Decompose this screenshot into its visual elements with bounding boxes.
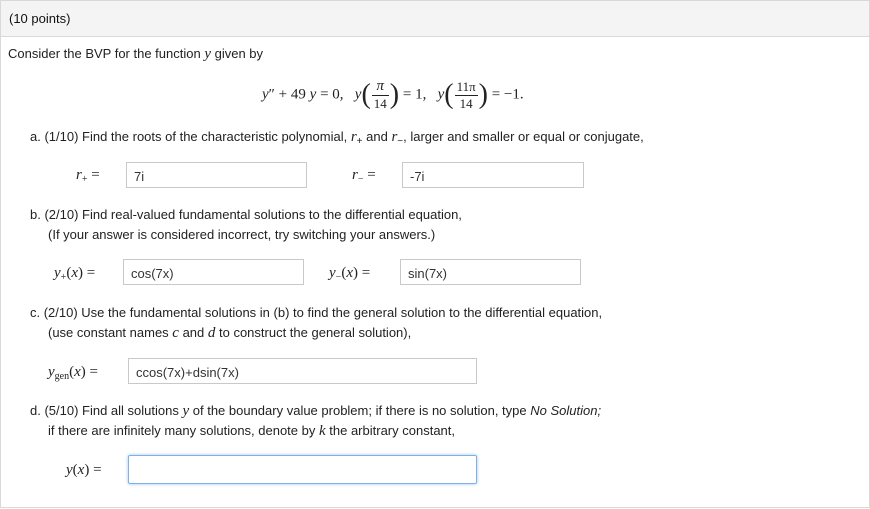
bc1-fraction — [372, 78, 389, 112]
part-a-text: a. (1/10) Find the roots of the characteristic polynomial, $r_+$ and $r_-$, larger and smaller or equal or conjugate, — [30, 129, 644, 147]
intro-text: Consider the BVP for the function y given by — [8, 46, 264, 62]
y-solution-label: y(x) = — [66, 462, 102, 478]
part-b-line2: (If your answer is considered incorrect, try switching your answers.) — [48, 227, 436, 242]
bc2-num: 11π — [456, 78, 476, 94]
points-label: (10 points) — [9, 11, 71, 26]
r-minus-input[interactable]: -7i — [402, 162, 584, 188]
question-header — [0, 0, 870, 37]
ygen-label: $y_{gen}(x)$ = — [48, 364, 99, 382]
part-c-line2: (use constant names c and d to construct the general solution), — [48, 325, 412, 341]
bc2-value: = −1. — [491, 86, 524, 103]
bc1-den: 14 — [373, 96, 387, 111]
y-minus-input[interactable]: sin(7x) — [400, 259, 581, 285]
r-minus-label: $r_-$ = — [352, 167, 376, 185]
y-minus-label: $y_-(x)$ = — [329, 265, 371, 283]
part-d-line2: if there are infinitely many solutions, denote by k the arbitrary constant, — [48, 423, 455, 439]
part-d-line1: d. (5/10) Find all solutions y of the boundary value problem; if there is no solution, type No Solution; — [30, 403, 602, 419]
bc2-den: 14 — [459, 95, 473, 111]
bc1-num: π — [372, 78, 389, 96]
part-b-line1: b. (2/10) Find real-valued fundamental solutions to the differential equation, — [30, 207, 462, 222]
r-plus-label: $r_+$ = — [76, 167, 100, 185]
y-solution-input[interactable] — [128, 455, 477, 484]
y-plus-label: $y_+(x)$ = — [54, 265, 96, 283]
bc1-value: = 1, — [402, 86, 427, 103]
bc2-fraction — [455, 79, 478, 112]
part-c-line1: c. (2/10) Use the fundamental solutions in (b) to find the general solution to the differential equation, — [30, 305, 603, 320]
y-plus-input[interactable]: cos(7x) — [123, 259, 304, 285]
bvp-equation: y″ + 49 y = 0, y( $\frac{\pi}{14}$ ) = 1, y( $\frac{11\pi}{14}$ ) = −1. — [262, 78, 524, 111]
r-plus-input[interactable]: 7i — [126, 162, 307, 188]
ygen-input[interactable]: ccos(7x)+dsin(7x) — [128, 358, 477, 384]
